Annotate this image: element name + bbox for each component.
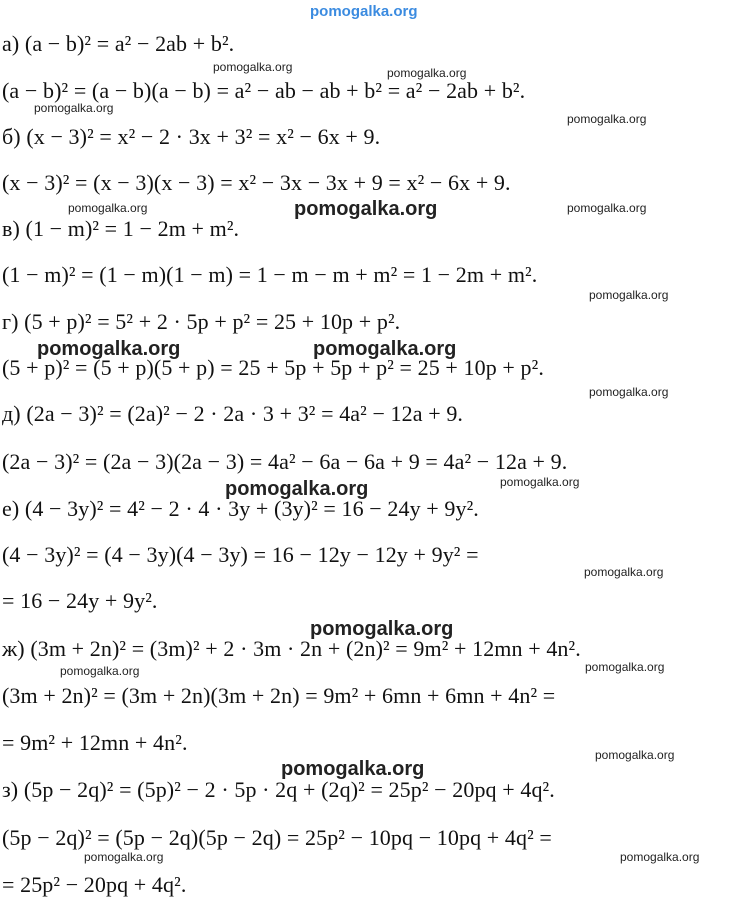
watermark: pomogalka.org bbox=[225, 478, 369, 500]
watermark: pomogalka.org bbox=[213, 60, 293, 74]
watermark: pomogalka.org bbox=[589, 385, 669, 399]
math-line: (2a − 3)² = (2a − 3)(2a − 3) = 4a² − 6a − 6a + 9 = 4a² − 12a + 9. bbox=[2, 449, 568, 474]
watermark: pomogalka.org bbox=[281, 758, 425, 780]
math-line: (1 − m)² = (1 − m)(1 − m) = 1 − m − m + m² = 1 − 2m + m². bbox=[2, 262, 538, 287]
math-line: а) (a − b)² = a² − 2ab + b². bbox=[2, 31, 235, 56]
math-line: в) (1 − m)² = 1 − 2m + m². bbox=[2, 216, 240, 241]
watermark: pomogalka.org bbox=[595, 748, 675, 762]
math-line: ж) (3m + 2n)² = (3m)² + 2 · 3m · 2n + (2n)² = 9m² + 12mn + 4n². bbox=[2, 636, 581, 661]
watermark: pomogalka.org bbox=[310, 618, 454, 640]
watermark: pomogalka.org bbox=[567, 112, 647, 126]
watermark-top: pomogalka.org bbox=[310, 3, 418, 20]
math-line: (5p − 2q)² = (5p − 2q)(5p − 2q) = 25p² − 10pq − 10pq + 4q² = bbox=[2, 825, 552, 850]
watermark: pomogalka.org bbox=[620, 850, 700, 864]
watermark: pomogalka.org bbox=[500, 475, 580, 489]
watermark: pomogalka.org bbox=[585, 660, 665, 674]
watermark: pomogalka.org bbox=[567, 201, 647, 215]
watermark: pomogalka.org bbox=[294, 198, 438, 220]
watermark: pomogalka.org bbox=[589, 288, 669, 302]
math-line: = 9m² + 12mn + 4n². bbox=[2, 730, 188, 755]
math-line: (5 + p)² = (5 + p)(5 + p) = 25 + 5p + 5p + p² = 25 + 10p + p². bbox=[2, 355, 544, 380]
math-line: (4 − 3y)² = (4 − 3y)(4 − 3y) = 16 − 12y − 12y + 9y² = bbox=[2, 542, 479, 567]
math-line: = 25p² − 20pq + 4q². bbox=[2, 872, 187, 897]
math-line: = 16 − 24y + 9y². bbox=[2, 588, 158, 613]
watermark: pomogalka.org bbox=[584, 565, 664, 579]
watermark: pomogalka.org bbox=[37, 338, 181, 360]
math-line: б) (x − 3)² = x² − 2 · 3x + 3² = x² − 6x + 9. bbox=[2, 124, 381, 149]
watermark: pomogalka.org bbox=[84, 850, 164, 864]
math-line: д) (2a − 3)² = (2a)² − 2 · 2a · 3 + 3² = 4a² − 12a + 9. bbox=[2, 401, 464, 426]
watermark: pomogalka.org bbox=[60, 664, 140, 678]
math-line: г) (5 + p)² = 5² + 2 · 5p + p² = 25 + 10p + p². bbox=[2, 309, 401, 334]
math-line: з) (5p − 2q)² = (5p)² − 2 · 5p · 2q + (2q)² = 25p² − 20pq + 4q². bbox=[2, 777, 555, 802]
math-line: (a − b)² = (a − b)(a − b) = a² − ab − ab + b² = a² − 2ab + b². bbox=[2, 78, 526, 103]
watermark: pomogalka.org bbox=[68, 201, 148, 215]
math-line: (x − 3)² = (x − 3)(x − 3) = x² − 3x − 3x + 9 = x² − 6x + 9. bbox=[2, 170, 511, 195]
watermark: pomogalka.org bbox=[313, 338, 457, 360]
watermark: pomogalka.org bbox=[387, 66, 467, 80]
watermark: pomogalka.org bbox=[34, 101, 114, 115]
math-line: (3m + 2n)² = (3m + 2n)(3m + 2n) = 9m² + 6mn + 6mn + 4n² = bbox=[2, 683, 556, 708]
math-line: е) (4 − 3y)² = 4² − 2 · 4 · 3y + (3y)² = 16 − 24y + 9y². bbox=[2, 496, 479, 521]
